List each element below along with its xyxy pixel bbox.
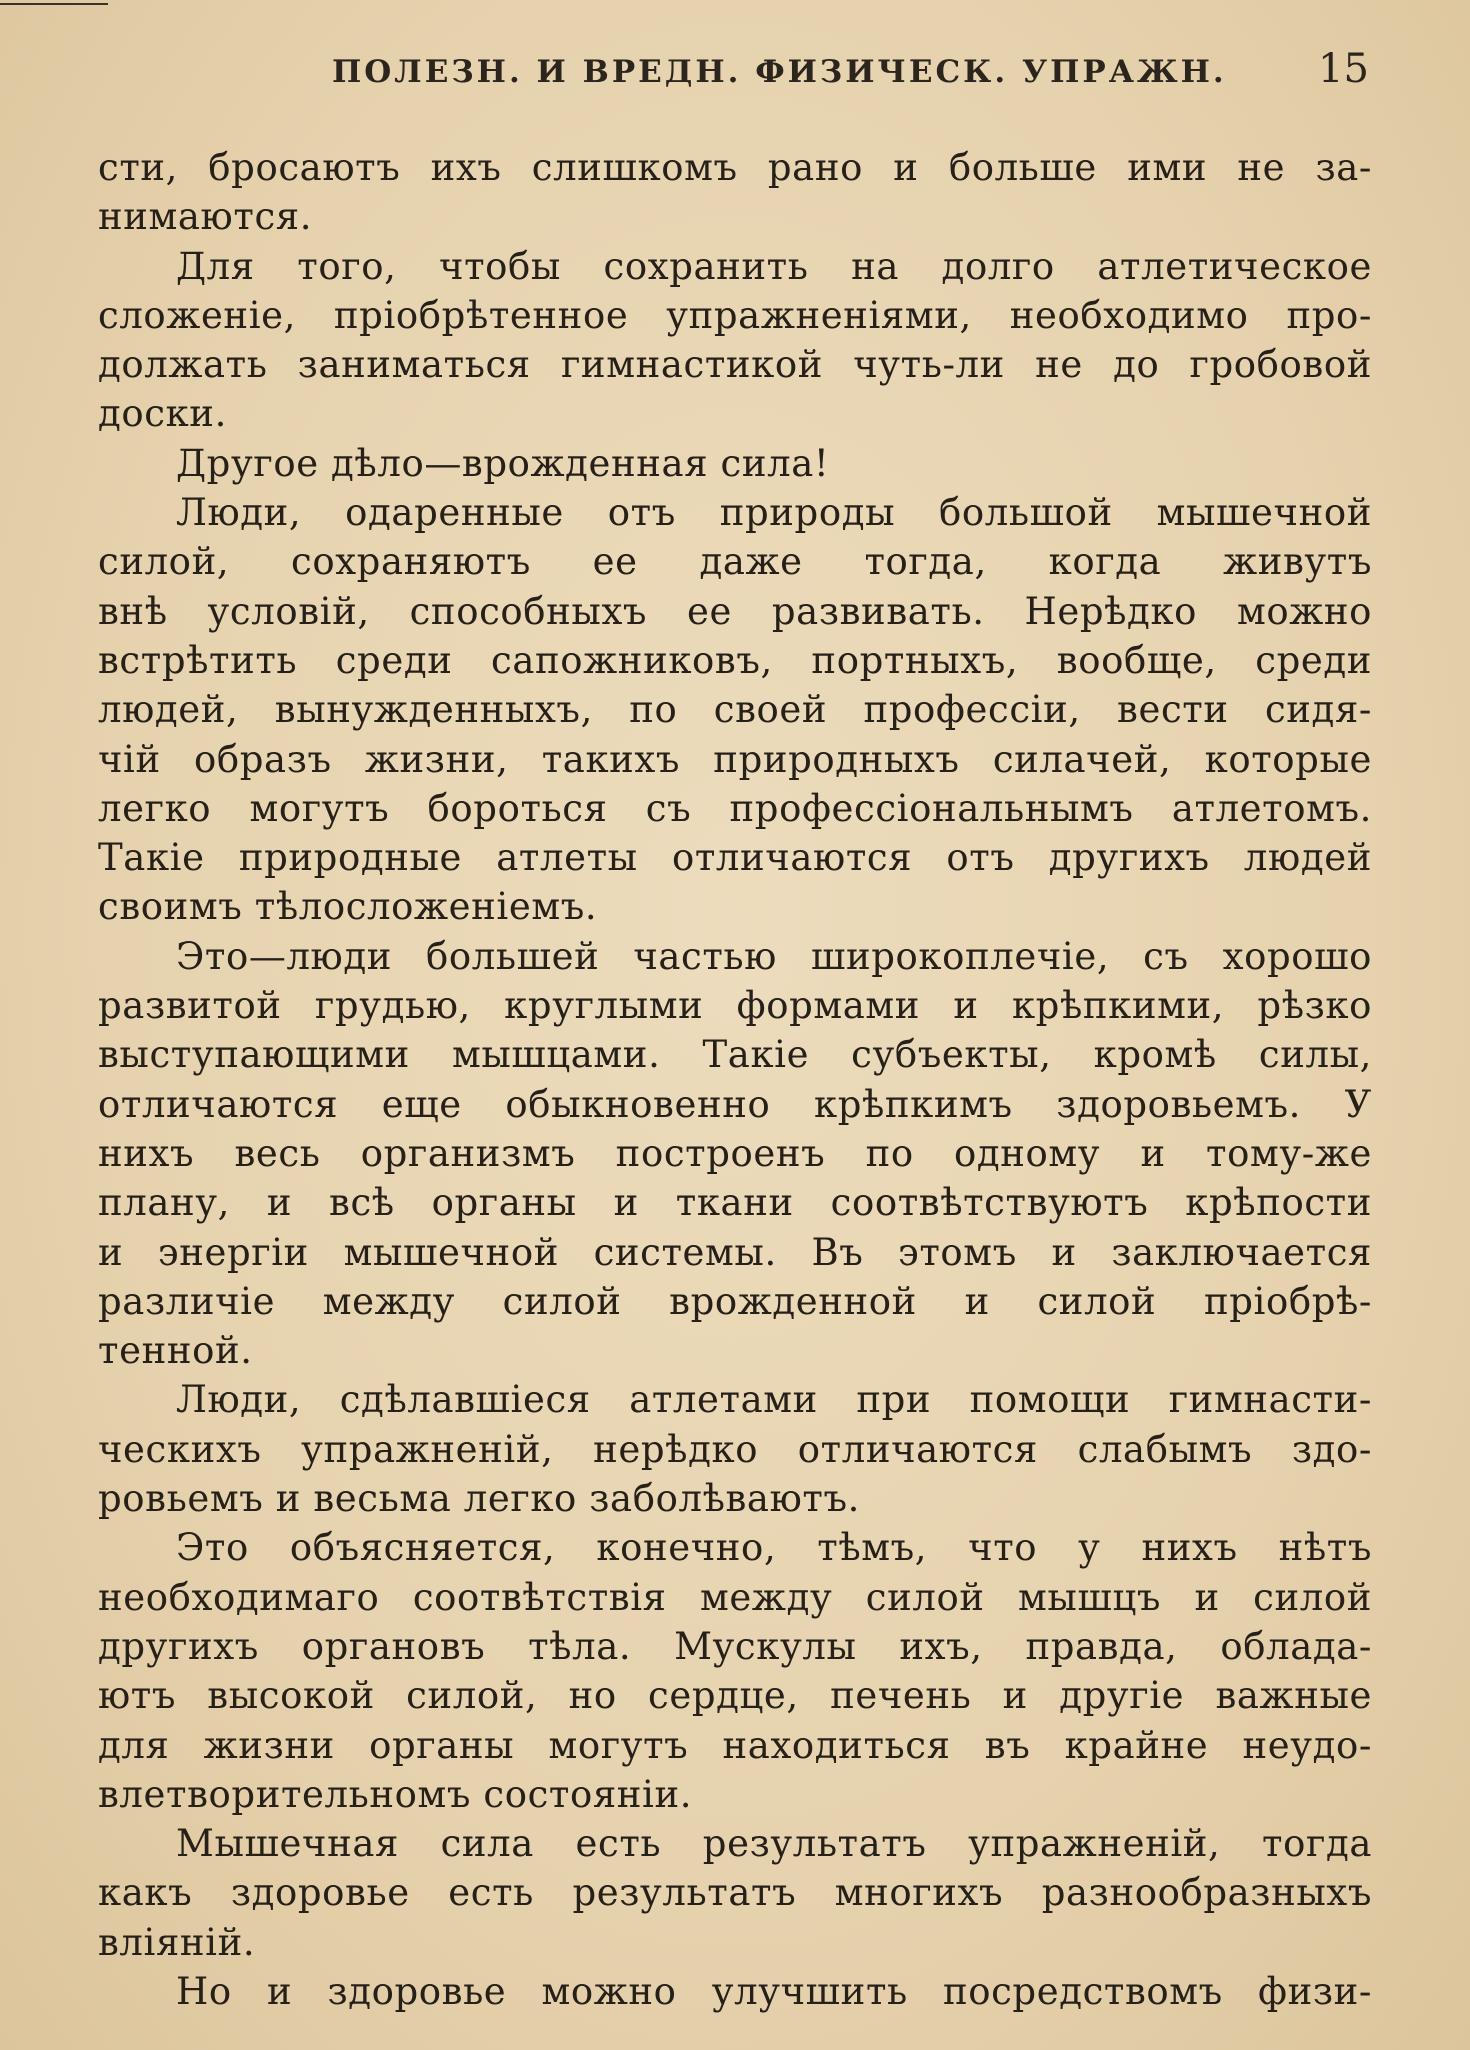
- text-line: ютъ высокой силой, но сердце, печень и другiе важные: [98, 1674, 1372, 1718]
- text-line: Это—люди большей частью широкоплечiе, съ хорошо: [176, 934, 1372, 978]
- text-line: нимаются.: [98, 195, 313, 239]
- body-text: [98, 143, 1372, 2016]
- text-line: развитой грудью, круглыми формами и крѣпкими, рѣзко: [98, 984, 1372, 1028]
- text-line: какъ здоровье есть результатъ многихъ разнообразныхъ: [98, 1871, 1372, 1915]
- text-line: своимъ тѣлосложенiемъ.: [98, 885, 598, 929]
- text-line: должать заниматься гимнастикой чуть-ли не до гробовой: [98, 343, 1372, 387]
- text-line: выступающими мышцами. Такiе субъекты, кромѣ силы,: [98, 1033, 1372, 1077]
- text-line: влiянiй.: [98, 1920, 256, 1964]
- text-line: Но и здоровье можно улучшить посредствомъ физи-: [176, 1969, 1372, 2013]
- text-line: ческихъ упражненiй, нерѣдко отличаются слабымъ здо-: [98, 1427, 1372, 1471]
- text-line: Такiе природные атлеты отличаются отъ другихъ людей: [98, 836, 1372, 880]
- corner-rule: [0, 3, 108, 5]
- text-line: плану, и всѣ органы и ткани соотвѣтствуютъ крѣпости: [98, 1181, 1372, 1225]
- text-line: необходимаго соотвѣтствiя между силой мышцъ и силой: [98, 1575, 1372, 1619]
- text-line: различiе между силой врожденной и силой прiобрѣ-: [98, 1279, 1372, 1323]
- text-line: доски.: [98, 392, 227, 436]
- text-line: другихъ органовъ тѣла. Мускулы ихъ, правда, облада-: [98, 1624, 1372, 1668]
- text-line: Люди, одаренные отъ природы большой мышечной: [176, 491, 1372, 535]
- page-number: 15: [1318, 46, 1369, 92]
- text-line: Другое дѣло—врожденная сила!: [176, 441, 830, 485]
- text-line: тенной.: [98, 1329, 253, 1373]
- text-line: для жизни органы могутъ находиться въ крайне неудо-: [98, 1723, 1372, 1767]
- text-line: Это объясняется, конечно, тѣмъ, что у нихъ нѣтъ: [176, 1526, 1372, 1570]
- text-line: сложенiе, прiобрѣтенное упражненiями, необходимо про-: [98, 293, 1372, 337]
- running-head: [0, 46, 1470, 96]
- text-line: чiй образъ жизни, такихъ природныхъ силачей, которые: [98, 737, 1372, 781]
- text-line: Люди, сдѣлавшiеся атлетами при помощи гимнасти-: [176, 1378, 1372, 1422]
- text-line: и энергiи мышечной системы. Въ этомъ и заключается: [98, 1230, 1372, 1274]
- text-line: влетворительномъ состоянiи.: [98, 1772, 693, 1816]
- text-line: сти, бросаютъ ихъ слишкомъ рано и больше ими не за-: [98, 146, 1372, 189]
- text-line: внѣ условiй, способныхъ ее развивать. Нерѣдко можно: [98, 589, 1372, 633]
- text-line: нихъ весь организмъ построенъ по одному и тому-же: [98, 1131, 1372, 1175]
- text-line: встрѣтить среди сапожниковъ, портныхъ, вообще, среди: [98, 638, 1372, 682]
- text-line: людей, вынужденныхъ, по своей профессiи, вести сидя-: [98, 688, 1372, 732]
- text-line: силой, сохраняютъ ее даже тогда, когда живутъ: [98, 540, 1372, 584]
- running-title: ПОЛЕЗН. И ВРЕДН. ФИЗИЧЕСК. УПРАЖН.: [332, 54, 1227, 90]
- text-line: отличаются еще обыкновенно крѣпкимъ здоровьемъ. У: [98, 1082, 1372, 1126]
- text-line: ровьемъ и весьма легко заболѣваютъ.: [98, 1477, 860, 1521]
- text-line: легко могутъ бороться съ профессiональнымъ атлетомъ.: [98, 786, 1372, 830]
- text-line: Мышечная сила есть результатъ упражненiй, тогда: [176, 1822, 1372, 1866]
- text-line: Для того, чтобы сохранить на долго атлетическое: [176, 244, 1372, 288]
